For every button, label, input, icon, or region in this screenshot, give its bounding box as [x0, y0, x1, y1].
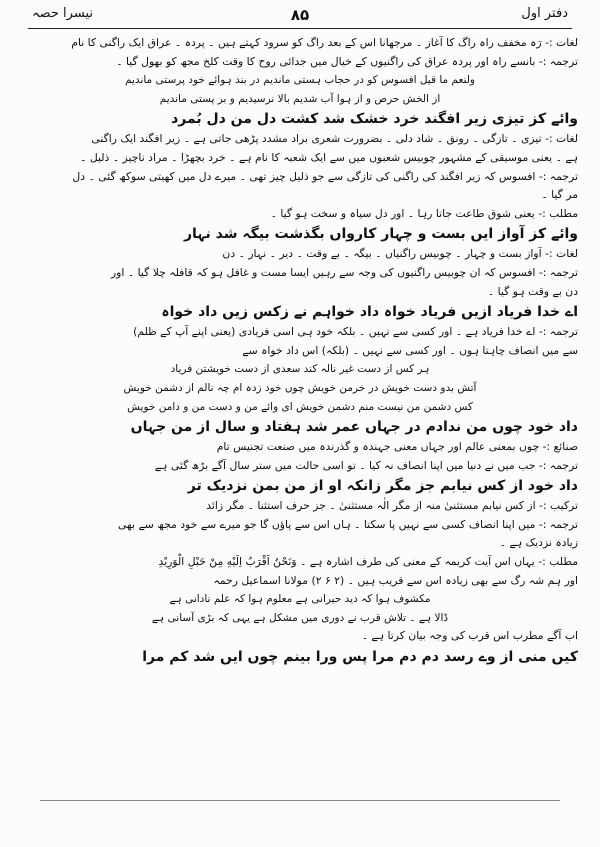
text-line: زیادہ نزدیک ہے ۔	[499, 536, 578, 550]
text-line: لغات :- تیزی ۔ تازگی ۔ رونق ۔ شاد دلی ۔ بضرورت شعری براد مشدد پڑھی جاتی ہے ۔ زیر افگند ایک راگنی	[91, 132, 578, 146]
text-line: ترجمہ :- بانسے راہ اور پردہ عراق کی راگنیوں کے خیال میں جدائی روح کا وقت کلخ مجھ کو بھول گیا ۔	[116, 54, 578, 68]
verse-couplet: داد خود چوں من ندادم در جہاں عمر شد ہفتاد و سال از من جہاں	[130, 419, 578, 436]
page-number: ۸۵	[290, 6, 310, 24]
text-line: مطلب :- یہاں اس آیت کریمہ کے معنی کی طرف اشارہ ہے ۔ وَنَحْنُ اَقْرَبُ اِلَیْهِ مِنْ حَبْلِ الْوَرِیْدِ	[158, 555, 578, 569]
quoted-verse: از الخش حرص و از ہوا آب شدیم بالا نرسیدیم و بر پستی ماندیم	[159, 92, 441, 105]
verse-couplet: وائے کز تیزی زیر افگند خرد خشک شد کشت دل من دل بُمرد	[171, 111, 578, 128]
text-line: مر گیا ۔	[541, 188, 578, 202]
header-divider	[28, 28, 572, 29]
page-text	[22, 34, 578, 841]
text-line: ترجمہ :- افسوس کہ زیر افگند کی راگنی کی تازگی سے جو ذلیل چیز تھی ۔ میرے دل میں کھیتی سوکھ گئی ۔ دل	[72, 169, 578, 183]
quoted-verse: ہر کس از دست غیر نالہ کند سعدی از دست خویشتن فریاد	[170, 363, 430, 376]
text-line: اور ہم شہ رگ سے بھی زیادہ اس سے قریب ہیں ۔ (۲ ۶ ۲) مولانا اسماعیل رحمہ	[213, 573, 578, 587]
text-line: لغات :- رَہ مخفف راہ راگ کا آغاز ۔ مرجھانا اس کے بعد راگ کو سرود کہتے ہیں ۔ پردہ ۔ عراق ایک راگنی کا نام	[71, 36, 578, 49]
text-line: مطلب :- یعنی شوق طاعت جاتا رہا ۔ اور دل سیاہ و سخت ہو گیا ۔	[270, 206, 578, 220]
verse-couplet: وائے کز آواز ایں بست و چہار کارواں بگذشت بیگہ شد نہار	[183, 226, 578, 243]
text-line: صنائع :- چوں بمعنی عالم اور جہاں معنی جہندہ و گذرندہ میں صنعت تجنیس تام	[216, 440, 578, 454]
quoted-verse: ولنعم ما قیل افسوس کو در حجاب ہستی ماندیم در بند ہوائے خود پرستی ماندیم	[125, 74, 475, 87]
verse-couplet: داد خود از کس نیابم جز مگر زانکہ او از من بمن نزدیک تر	[187, 478, 578, 495]
text-line: ترجمہ :- اے خدا فریاد ہے ۔ اور کسی سے نہیں ۔ بلکہ خود ہی اسی فریادی (یعنی اپنے آپ کے ظلم)	[133, 325, 578, 339]
quoted-verse: آتش بدو دست خویش در خرمن خویش چوں خود زدہ ام چہ نالم از دشمن خویش	[123, 381, 477, 394]
volume-label: دفتر اول	[521, 6, 568, 21]
quoted-verse: ڈالا ہے ۔ تلاش قرب نے دوری میں مشکل ہے یہی کہ بڑی آسانی ہے	[151, 611, 449, 624]
text-line: دن بے وقت ہو گیا ۔	[487, 284, 578, 298]
text-line: ترجمہ :- افسوس کہ ان چوبیس راگنیوں کی وجہ سے رہیں ایسا مست و غافل ہو کہ قافلہ چلا گیا ۔ اور	[110, 265, 578, 279]
section-label: نیسرا حصہ	[32, 6, 93, 21]
quoted-verse: کس دشمن من نیست منم دشمن خویش ای وائے من و دست من و دامن خویش	[127, 400, 473, 413]
text-line: ترکیب :- از کس نیابم مستثنیٰ منہ از مگر الٰہ مستثنیٰ ۔ جز حرف استثنا ۔ مگر زائد	[206, 499, 578, 513]
verse-couplet: اے خدا فریاد ازیں فریاد خواہ داد خواہم نے زکس زیں داد خواہ	[161, 304, 578, 321]
text-line: لغات :- آواز بست و چہار ۔ چوبیس راگنیاں ۔ بیگہ ۔ بے وقت ۔ دیر ۔ نہار ۔ دن	[222, 247, 578, 261]
text-line: سے میں انصاف چاہتا ہوں ۔ اور کسی سے نہیں ۔ (بلکہ) اس داد خواہ سے	[242, 343, 578, 357]
text-line: ترجمہ :- جب میں نے دنیا میں اپنا انصاف نہ کیا ۔ تو اسی حالت میں ستر سال آگے بڑھ گئی ہے	[154, 458, 578, 472]
footer-divider	[40, 800, 560, 801]
text-line: ترجمہ :- میں اپنا انصاف کسی سے نہیں پا سکتا ۔ ہاں اس سے پاؤں گا جو میرے سے خود مجھ سے بھی	[118, 517, 578, 531]
verse-couplet: کیں منی از وے رسد دم دم مرا پس ورا بینم چوں ایں شد کم مرا	[142, 649, 578, 666]
text-line: اب آگے مطرب اس قرب کی وجہ بیان کرتا ہے ۔	[361, 629, 578, 643]
quoted-verse: مکشوف ہوا کہ دید حیرانی ہے معلوم ہوا کہ علم نادانی ہے	[169, 593, 431, 606]
text-line: ہے ۔ یعنی موسیقی کے مشہور چوبیس شعبوں میں سے ایک شعبہ کا نام ہے ۔ خرد بچھڑا ۔ مراد ناچیز ۔ ذلیل ۔	[80, 150, 578, 164]
